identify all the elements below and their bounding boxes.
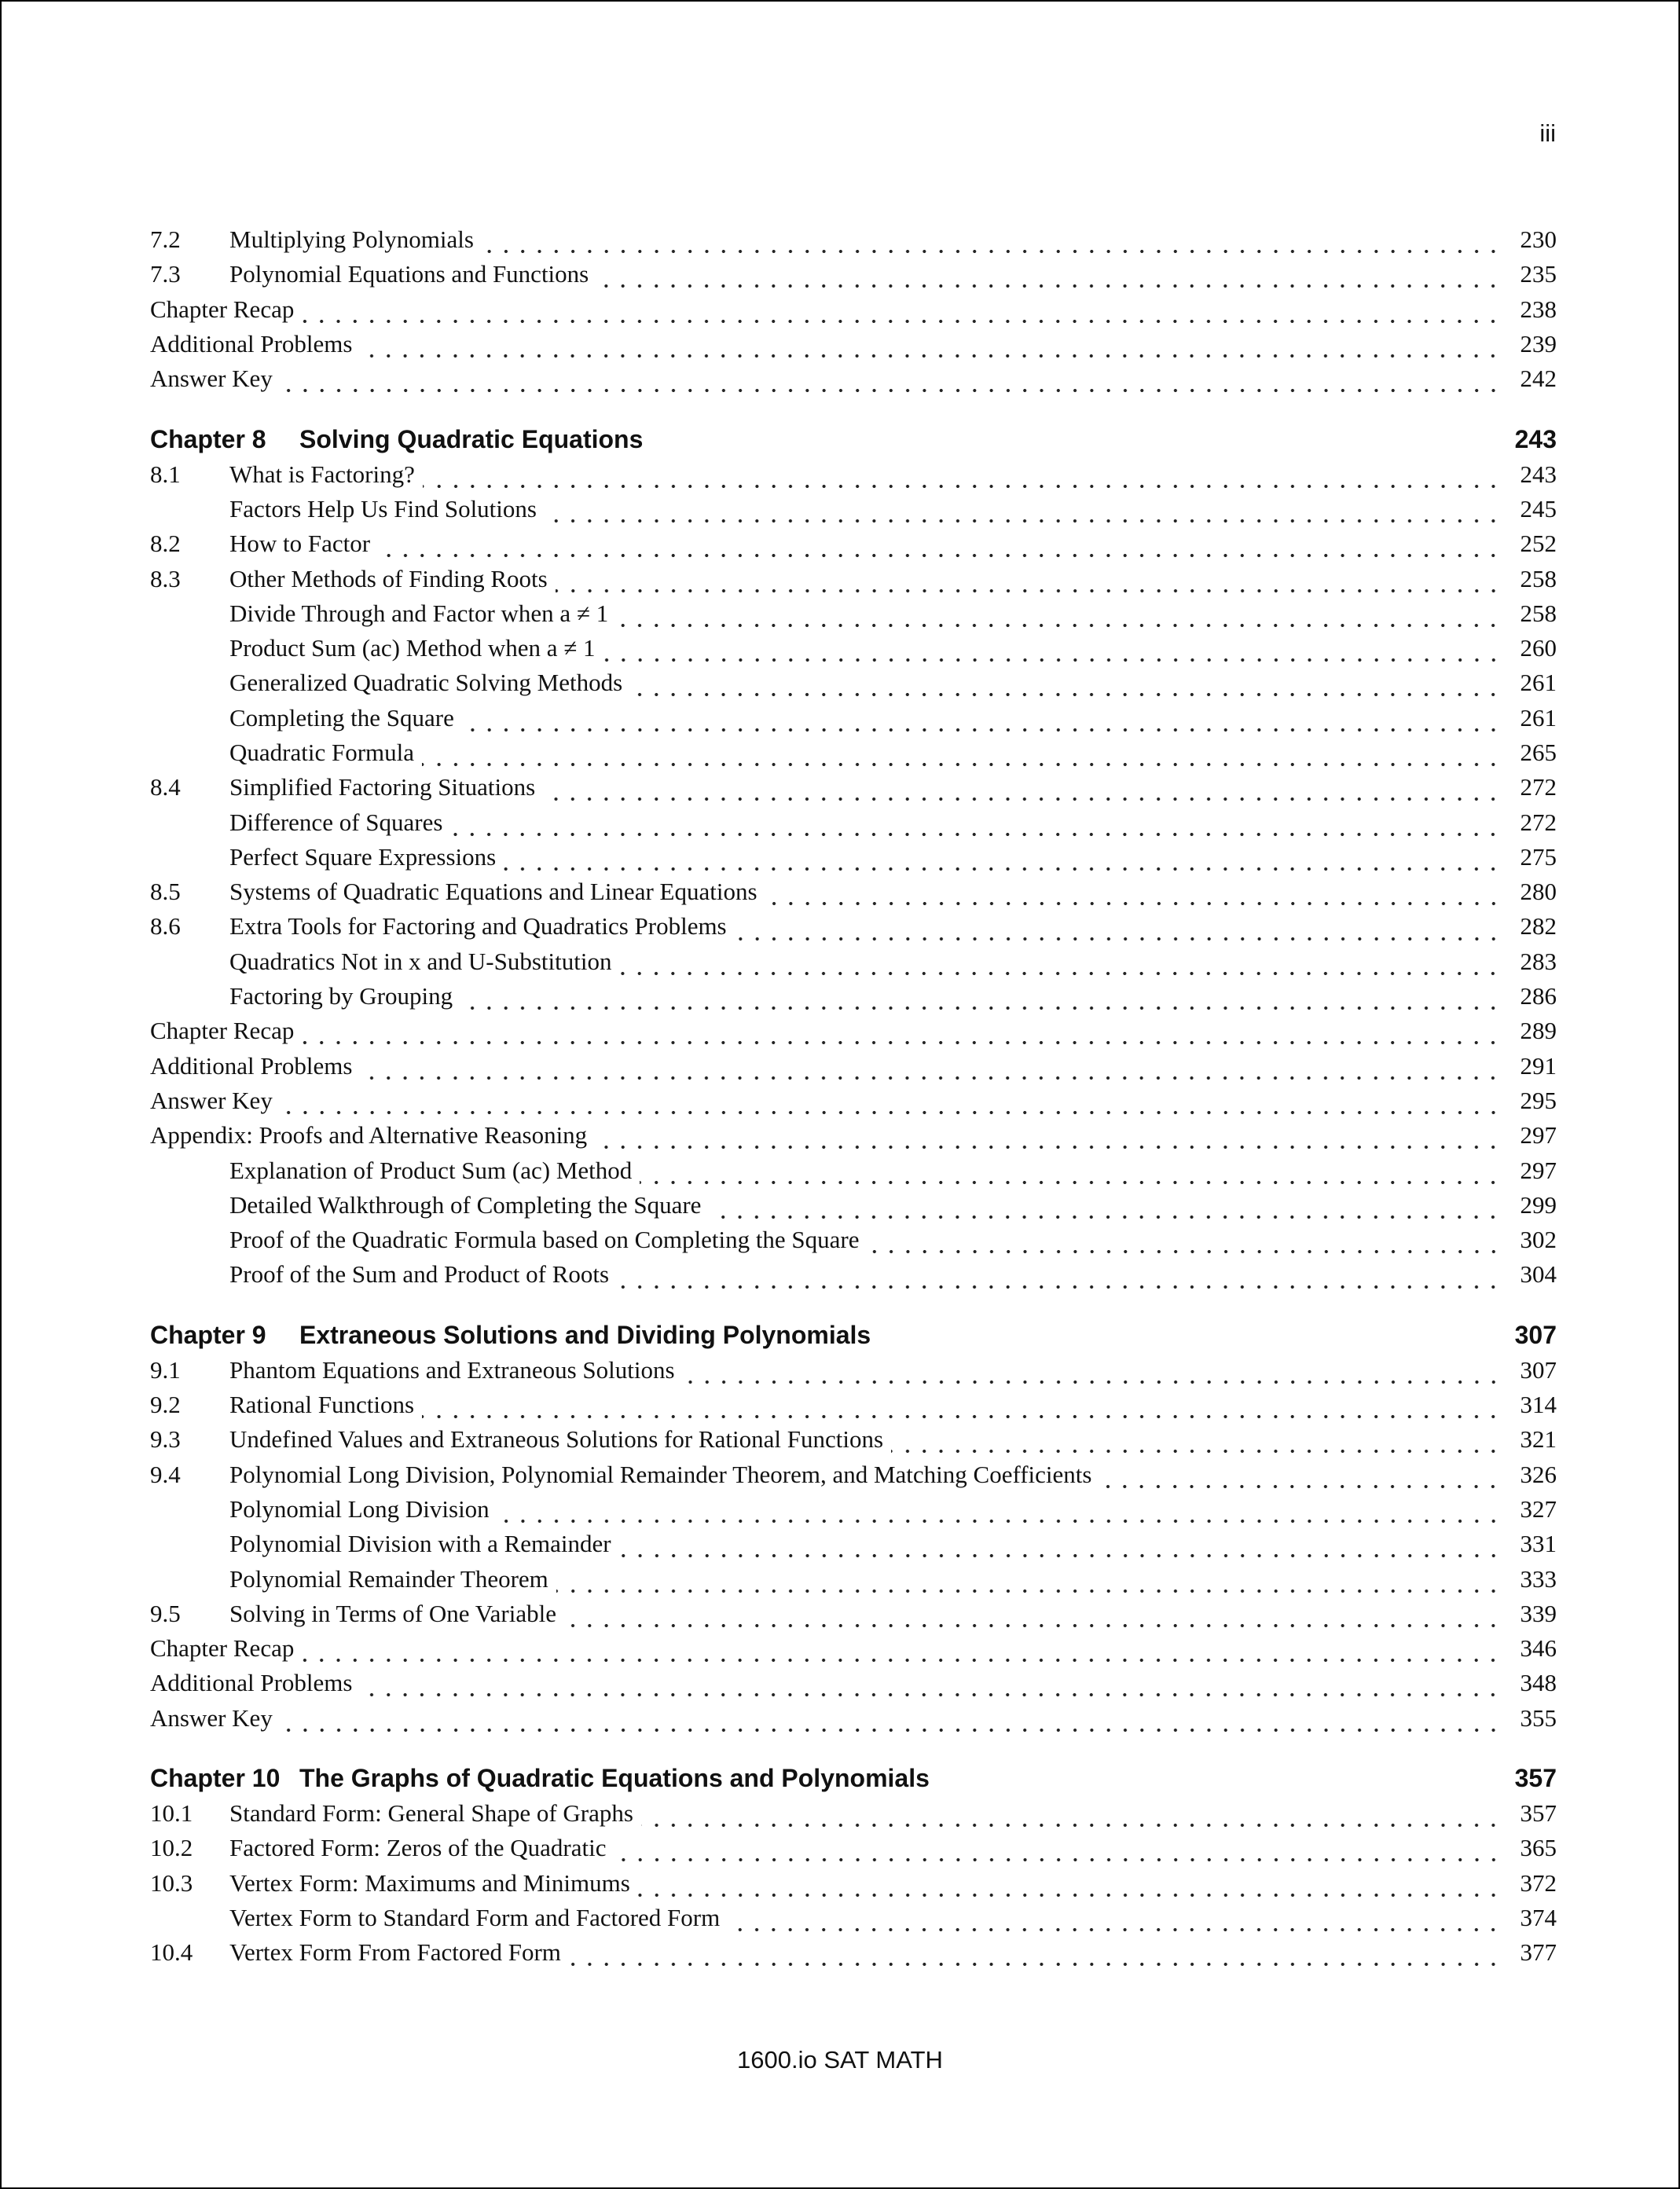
toc-entry[interactable]: [150, 1188, 1557, 1223]
toc-entry[interactable]: [150, 944, 1557, 979]
toc-entry[interactable]: [150, 666, 1557, 700]
dot-leader: [281, 367, 1502, 394]
toc-entry[interactable]: [150, 1865, 1557, 1900]
entry-title: Multiplying Polynomials: [229, 226, 474, 254]
entry-title: Difference of Squares: [229, 808, 443, 836]
entry-page-number: 286: [1520, 982, 1557, 1010]
toc-entry-line: [229, 979, 1557, 1014]
toc-entry[interactable]: [150, 327, 1557, 361]
toc-entry-line: [229, 701, 1557, 735]
entry-title: How to Factor: [229, 530, 371, 558]
section-number: 8.3: [150, 564, 181, 592]
entry-title: What is Factoring?: [229, 460, 415, 488]
toc-entry[interactable]: [150, 735, 1557, 770]
toc-entry[interactable]: [150, 222, 1557, 257]
entry-title: Chapter Recap: [150, 1634, 295, 1663]
toc-entry-line: [229, 1188, 1557, 1223]
section-number: 9.1: [150, 1355, 181, 1384]
entry-title: Rational Functions: [229, 1391, 415, 1419]
section-number: 8.5: [150, 878, 181, 906]
toc-entry-line: [150, 1049, 1557, 1084]
toc-entry-line: [229, 1561, 1557, 1596]
entry-title: Polynomial Equations and Functions: [229, 260, 589, 288]
section-number: 7.2: [150, 226, 181, 254]
toc-entry[interactable]: [150, 1422, 1557, 1457]
entry-page-number: 321: [1520, 1425, 1557, 1454]
dot-leader: [360, 1671, 1502, 1698]
toc-entry[interactable]: [150, 1666, 1557, 1700]
toc-entry[interactable]: [150, 1353, 1557, 1388]
entry-page-number: 235: [1520, 260, 1557, 288]
section-number: 8.4: [150, 773, 181, 801]
dot-leader: [360, 1054, 1502, 1081]
entry-page-number: 238: [1520, 295, 1557, 323]
entry-title: Answer Key: [150, 1703, 273, 1732]
toc-entry[interactable]: [150, 1257, 1557, 1292]
section-number: 10.3: [150, 1868, 193, 1897]
section-number: 8.1: [150, 460, 181, 488]
dot-leader: [709, 1194, 1502, 1220]
entry-title: Solving in Terms of One Variable: [229, 1599, 556, 1627]
toc-entry[interactable]: [150, 1223, 1557, 1257]
dot-leader: [422, 741, 1502, 768]
toc-entry-line: [229, 492, 1557, 526]
dot-leader: [482, 228, 1502, 255]
dot-leader: [683, 1358, 1502, 1385]
entry-title: Standard Form: General Shape of Graphs: [229, 1799, 633, 1828]
toc-entry[interactable]: [150, 1796, 1557, 1831]
entry-title: Polynomial Division with a Remainder: [229, 1530, 611, 1558]
entry-title: Polynomial Long Division: [229, 1494, 490, 1523]
dot-leader: [423, 463, 1502, 490]
toc-entry-line: [229, 596, 1557, 631]
dot-leader: [556, 1567, 1502, 1593]
dot-leader: [556, 566, 1502, 593]
dot-leader: [614, 1836, 1502, 1863]
dot-leader: [619, 950, 1502, 977]
toc-entry-line: [229, 666, 1557, 700]
toc-chapter-heading[interactable]: [150, 1318, 1557, 1353]
toc-entry[interactable]: [150, 1014, 1557, 1048]
toc-entry-line: [229, 1796, 1557, 1831]
toc-entry[interactable]: [150, 1597, 1557, 1631]
entry-title: Perfect Square Expressions: [229, 842, 497, 871]
entry-page-number: 280: [1520, 878, 1557, 906]
toc-chapter-heading[interactable]: [150, 1762, 1557, 1796]
section-number: 10.2: [150, 1834, 193, 1862]
entry-title: Proof of the Quadratic Formula based on Completing the Square: [229, 1226, 860, 1254]
toc-entry-line: [229, 456, 1557, 491]
entry-title: Simplified Factoring Situations: [229, 773, 536, 801]
dot-leader: [462, 706, 1502, 733]
dot-leader: [569, 1941, 1502, 1967]
toc-entry[interactable]: [150, 1492, 1557, 1527]
entry-title: Systems of Quadratic Equations and Linear Equations: [229, 878, 757, 906]
entry-title: Chapter Recap: [150, 295, 295, 323]
toc-entry-line: [229, 840, 1557, 874]
entry-title: Answer Key: [150, 1086, 273, 1114]
chapter-label: Chapter 9: [150, 1321, 266, 1350]
entry-page-number: 272: [1520, 808, 1557, 836]
entry-title: Polynomial Long Division, Polynomial Remainder Theorem, and Matching Coefficients: [229, 1460, 1092, 1488]
toc-entry-line: [229, 561, 1557, 596]
dot-leader: [619, 1532, 1502, 1559]
toc-entry[interactable]: [150, 1701, 1557, 1736]
entry-title: Vertex Form From Factored Form: [229, 1938, 561, 1967]
toc-entry[interactable]: [150, 561, 1557, 596]
entry-page-number: 357: [1520, 1799, 1557, 1828]
entry-page-number: 295: [1520, 1086, 1557, 1114]
entry-title: Vertex Form to Standard Form and Factored Form: [229, 1903, 721, 1931]
entry-page-number: 374: [1520, 1903, 1557, 1931]
dot-leader: [360, 332, 1502, 359]
entry-title: Quadratic Formula: [229, 739, 415, 766]
entry-page-number: 258: [1520, 599, 1557, 627]
section-number: 10.4: [150, 1938, 193, 1967]
dot-leader: [460, 984, 1502, 1011]
table-of-contents: [150, 222, 1557, 1970]
entry-page-number: 355: [1520, 1703, 1557, 1732]
chapter-title: The Graphs of Quadratic Equations and Polynomials: [299, 1764, 930, 1793]
dot-leader: [735, 915, 1502, 941]
chapter-title: Extraneous Solutions and Dividing Polynomials: [299, 1321, 871, 1350]
section-number: 9.4: [150, 1460, 181, 1488]
toc-entry[interactable]: [150, 631, 1557, 666]
toc-entry-line: [150, 1666, 1557, 1700]
entry-page-number: 346: [1520, 1634, 1557, 1663]
entry-title: Factoring by Grouping: [229, 982, 453, 1010]
chapter-page-number: 243: [1514, 424, 1557, 453]
dot-leader: [281, 1089, 1502, 1116]
toc-entry-line: [150, 1014, 1557, 1048]
entry-title: Extra Tools for Factoring and Quadratics Problems: [229, 912, 727, 940]
dot-leader: [564, 1602, 1502, 1629]
toc-entry[interactable]: [150, 840, 1557, 874]
toc-entry-line: [229, 874, 1557, 909]
toc-chapter-heading[interactable]: [150, 422, 1557, 456]
toc-entry-line: [229, 1527, 1557, 1561]
dot-leader: [728, 1906, 1502, 1933]
entry-title: Chapter Recap: [150, 1017, 295, 1045]
toc-entry-line: [229, 735, 1557, 770]
dot-leader: [638, 1872, 1502, 1898]
dot-leader: [281, 1707, 1502, 1733]
toc-entry-line: [229, 1153, 1557, 1187]
chapter-label: Chapter 8: [150, 424, 266, 453]
entry-page-number: 372: [1520, 1868, 1557, 1897]
toc-entry[interactable]: [150, 1631, 1557, 1666]
toc-entry[interactable]: [150, 596, 1557, 631]
toc-entry-line: [229, 1388, 1557, 1422]
entry-page-number: 331: [1520, 1530, 1557, 1558]
chapter-page-number: 357: [1514, 1764, 1557, 1793]
toc-entry[interactable]: [150, 1527, 1557, 1561]
toc-entry[interactable]: [150, 361, 1557, 396]
entry-page-number: 252: [1520, 530, 1557, 558]
entry-page-number: 297: [1520, 1156, 1557, 1184]
entry-page-number: 302: [1520, 1226, 1557, 1254]
dot-leader: [603, 636, 1502, 663]
entry-title: Answer Key: [150, 365, 273, 393]
entry-page-number: 307: [1520, 1355, 1557, 1384]
toc-entry-line: [150, 1118, 1557, 1153]
toc-entry-line: [229, 1422, 1557, 1457]
entry-page-number: 365: [1520, 1834, 1557, 1862]
entry-page-number: 326: [1520, 1460, 1557, 1488]
toc-entry[interactable]: [150, 257, 1557, 292]
entry-page-number: 289: [1520, 1017, 1557, 1045]
toc-entry[interactable]: [150, 909, 1557, 944]
toc-entry[interactable]: [150, 874, 1557, 909]
entry-title: Additional Problems: [150, 1669, 353, 1697]
entry-page-number: 272: [1520, 773, 1557, 801]
entry-page-number: 291: [1520, 1051, 1557, 1080]
entry-page-number: 282: [1520, 912, 1557, 940]
entry-title: Phantom Equations and Extraneous Solutions: [229, 1355, 675, 1384]
section-number: 8.6: [150, 912, 181, 940]
entry-title: Vertex Form: Maximums and Minimums: [229, 1868, 630, 1897]
dot-leader: [422, 1393, 1502, 1420]
chapter-page-number: 307: [1514, 1321, 1557, 1350]
section-number: 9.5: [150, 1599, 181, 1627]
section-number: 7.3: [150, 260, 181, 288]
chapter-label: Chapter 10: [150, 1764, 281, 1793]
dot-leader: [595, 1124, 1502, 1150]
entry-title: Undefined Values and Extraneous Solutions for Rational Functions: [229, 1425, 884, 1454]
toc-entry-line: [229, 1458, 1557, 1492]
dot-leader: [616, 602, 1502, 629]
toc-entry-line: [229, 1257, 1557, 1292]
toc-entry-line: [229, 1831, 1557, 1865]
section-number: 10.1: [150, 1799, 193, 1828]
dot-leader: [630, 671, 1502, 698]
toc-entry[interactable]: [150, 456, 1557, 491]
entry-page-number: 299: [1520, 1190, 1557, 1219]
toc-entry-line: [229, 1353, 1557, 1388]
entry-title: Polynomial Remainder Theorem: [229, 1564, 548, 1593]
toc-entry[interactable]: [150, 1153, 1557, 1187]
toc-entry[interactable]: [150, 492, 1557, 526]
entry-page-number: 348: [1520, 1669, 1557, 1697]
toc-entry-line: [229, 1223, 1557, 1257]
toc-entry[interactable]: [150, 701, 1557, 735]
entry-page-number: 304: [1520, 1260, 1557, 1289]
toc-entry-line: [150, 292, 1557, 327]
entry-page-number: 242: [1520, 365, 1557, 393]
entry-page-number: 283: [1520, 947, 1557, 975]
toc-entry[interactable]: [150, 979, 1557, 1014]
entry-title: Proof of the Sum and Product of Roots: [229, 1260, 610, 1289]
entry-title: Additional Problems: [150, 1051, 353, 1080]
entry-title: Generalized Quadratic Solving Methods: [229, 669, 623, 697]
section-number: 9.2: [150, 1391, 181, 1419]
toc-entry-line: [229, 631, 1557, 666]
toc-entry-line: [229, 909, 1557, 944]
entry-title: Other Methods of Finding Roots: [229, 564, 548, 592]
toc-entry[interactable]: [150, 292, 1557, 327]
entry-page-number: 327: [1520, 1494, 1557, 1523]
toc-entry[interactable]: [150, 1831, 1557, 1865]
dot-leader: [302, 1019, 1502, 1046]
dot-leader: [640, 1159, 1502, 1186]
toc-entry-line: [229, 1901, 1557, 1935]
toc-entry-line: [229, 257, 1557, 292]
entry-page-number: 314: [1520, 1391, 1557, 1419]
toc-entry-line: [150, 327, 1557, 361]
toc-entry-line: [229, 222, 1557, 257]
dot-leader: [302, 1637, 1502, 1663]
dot-leader: [596, 262, 1502, 289]
entry-title: Factors Help Us Find Solutions: [229, 494, 537, 522]
entry-page-number: 245: [1520, 494, 1557, 522]
section-number: 9.3: [150, 1425, 181, 1454]
section-number: 8.2: [150, 530, 181, 558]
toc-entry-line: [150, 361, 1557, 396]
toc-entry[interactable]: [150, 1901, 1557, 1935]
entry-page-number: 243: [1520, 460, 1557, 488]
toc-entry-line: [229, 1935, 1557, 1970]
entry-page-number: 339: [1520, 1599, 1557, 1627]
entry-page-number: 261: [1520, 703, 1557, 732]
toc-entry[interactable]: [150, 1049, 1557, 1084]
dot-leader: [868, 1228, 1502, 1255]
dot-leader: [545, 497, 1502, 524]
entry-title: Quadratics Not in x and U-Substitution: [229, 947, 612, 975]
toc-entry[interactable]: [150, 770, 1557, 805]
dot-leader: [378, 532, 1502, 559]
toc-entry-line: [229, 1865, 1557, 1900]
toc-entry-line: [150, 1084, 1557, 1118]
entry-title: Appendix: Proofs and Alternative Reasoning: [150, 1121, 588, 1150]
chapter-title: Solving Quadratic Equations: [299, 424, 644, 453]
entry-title: Explanation of Product Sum (ac) Method: [229, 1156, 633, 1184]
page-number: iii: [1539, 119, 1556, 147]
dot-leader: [1099, 1463, 1502, 1490]
entry-title: Product Sum (ac) Method when a ≠ 1: [229, 634, 596, 662]
toc-entry-line: [229, 526, 1557, 561]
dot-leader: [450, 811, 1502, 838]
toc-entry[interactable]: [150, 1561, 1557, 1596]
toc-entry[interactable]: [150, 1388, 1557, 1422]
entry-page-number: 265: [1520, 739, 1557, 766]
toc-entry[interactable]: [150, 1118, 1557, 1153]
toc-entry[interactable]: [150, 805, 1557, 839]
toc-entry-line: [229, 1597, 1557, 1631]
toc-entry[interactable]: [150, 526, 1557, 561]
entry-page-number: 239: [1520, 330, 1557, 358]
entry-page-number: 377: [1520, 1938, 1557, 1967]
entry-page-number: 275: [1520, 842, 1557, 871]
toc-entry[interactable]: [150, 1084, 1557, 1118]
toc-entry-line: [229, 944, 1557, 979]
entry-page-number: 297: [1520, 1121, 1557, 1150]
dot-leader: [765, 880, 1502, 907]
toc-entry[interactable]: [150, 1935, 1557, 1970]
dot-leader: [504, 845, 1502, 872]
toc-entry-line: [150, 1631, 1557, 1666]
dot-leader: [497, 1498, 1502, 1524]
toc-entry-line: [229, 805, 1557, 839]
entry-title: Factored Form: Zeros of the Quadratic: [229, 1834, 607, 1862]
dot-leader: [617, 1263, 1502, 1289]
entry-title: Completing the Square: [229, 703, 454, 732]
entry-page-number: 230: [1520, 226, 1557, 254]
entry-title: Detailed Walkthrough of Completing the Square: [229, 1190, 702, 1219]
dot-leader: [891, 1428, 1502, 1454]
toc-entry-line: [150, 1701, 1557, 1736]
dot-leader: [641, 1802, 1502, 1828]
entry-page-number: 258: [1520, 564, 1557, 592]
entry-title: Additional Problems: [150, 330, 353, 358]
toc-entry-line: [229, 770, 1557, 805]
dot-leader: [302, 298, 1502, 324]
entry-page-number: 260: [1520, 634, 1557, 662]
entry-title: Divide Through and Factor when a ≠ 1: [229, 599, 609, 627]
entry-page-number: 333: [1520, 1564, 1557, 1593]
page-footer: 1600.io SAT MATH: [737, 2046, 943, 2074]
toc-entry[interactable]: [150, 1458, 1557, 1492]
toc-entry-line: [229, 1492, 1557, 1527]
entry-page-number: 261: [1520, 669, 1557, 697]
dot-leader: [543, 776, 1502, 802]
